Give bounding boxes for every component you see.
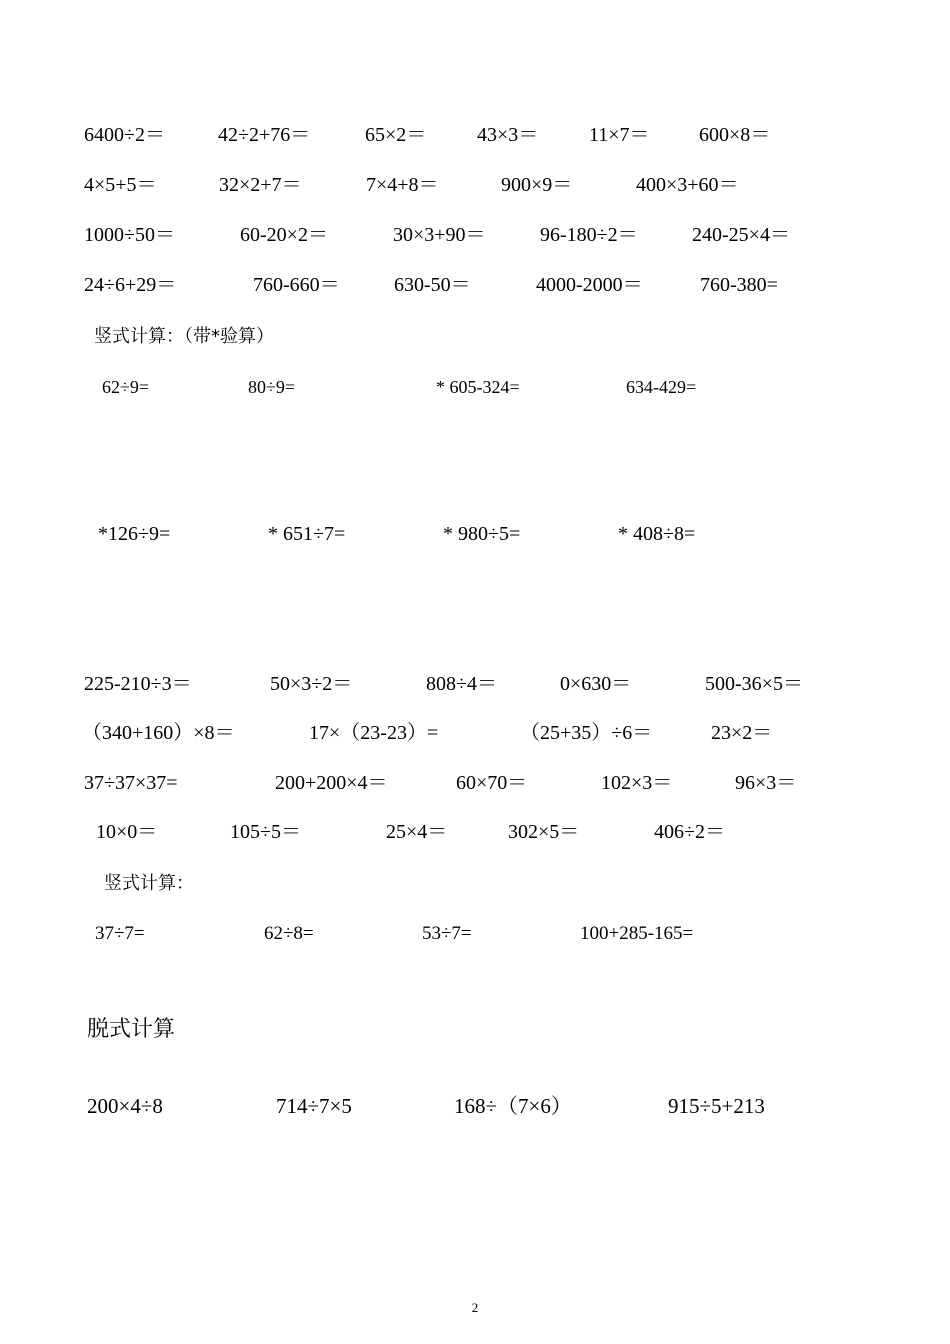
oral-row-6 [0, 718, 950, 748]
problem: 80÷9= [248, 377, 296, 397]
problem: * 980÷5= [443, 523, 521, 545]
problem: 6400÷2＝ [84, 124, 165, 146]
page-number: 2 [471, 1300, 479, 1315]
problem: 60×70＝ [456, 772, 528, 794]
problem: * 605-324= [436, 377, 520, 397]
problem: *126÷9= [98, 523, 171, 545]
problem: 406÷2＝ [654, 821, 725, 843]
problem: （340+160）×8＝ [82, 722, 235, 744]
problem: 0×630＝ [560, 673, 632, 695]
problem: 96×3＝ [735, 772, 797, 794]
problem: 714÷7×5 [276, 1094, 352, 1118]
problem: 10×0＝ [96, 821, 158, 843]
vertical-row-3 [0, 919, 950, 949]
oral-row-5 [0, 669, 950, 699]
problem: 37÷7= [95, 923, 145, 944]
problem: 600×8＝ [699, 124, 771, 146]
section-heading-vertical-2: 竖式计算： [104, 873, 194, 894]
problem: 808÷4＝ [426, 673, 497, 695]
problem: 53÷7= [422, 923, 472, 944]
problem: 62÷9= [102, 377, 150, 397]
problem: 100+285-165= [580, 923, 694, 944]
problem: * 651÷7= [268, 523, 346, 545]
problem: 200+200×4＝ [275, 772, 388, 794]
problem: 7×4+8＝ [366, 174, 439, 196]
section-heading-stepwise: 脱式计算 [87, 1017, 176, 1042]
problem: （25+35）÷6＝ [520, 722, 653, 744]
problem: 37÷37×37= [84, 772, 178, 794]
oral-row-3 [0, 220, 950, 250]
problem: 760-380= [700, 274, 778, 296]
vertical-row-2 [0, 519, 950, 549]
problem: 634-429= [626, 377, 697, 397]
stepwise-row [0, 1091, 950, 1121]
problem: 1000÷50＝ [84, 224, 175, 246]
problem: 42÷2+76＝ [218, 124, 311, 146]
problem: 760-660＝ [253, 274, 340, 296]
problem: 900×9＝ [501, 174, 573, 196]
problem: 17×（23-23）= [309, 722, 439, 744]
problem: 30×3+90＝ [393, 224, 486, 246]
problem: 43×3＝ [477, 124, 539, 146]
problem: 105÷5＝ [230, 821, 301, 843]
problem: 4000-2000＝ [536, 274, 643, 296]
problem: 24÷6+29＝ [84, 274, 177, 296]
problem: 25×4＝ [386, 821, 448, 843]
problem: 32×2+7＝ [219, 174, 302, 196]
oral-row-2 [0, 170, 950, 200]
oral-row-8 [0, 817, 950, 847]
problem: 240-25×4＝ [692, 224, 790, 246]
problem: 915÷5+213 [668, 1094, 765, 1118]
problem: 500-36×5＝ [705, 673, 803, 695]
problem: 50×3÷2＝ [270, 673, 353, 695]
oral-row-7 [0, 768, 950, 798]
vertical-row-1 [0, 372, 950, 402]
problem: 168÷（7×6） [454, 1094, 572, 1118]
problem: 4×5+5＝ [84, 174, 157, 196]
problem: 65×2＝ [365, 124, 427, 146]
oral-row-4 [0, 270, 950, 300]
problem: 400×3+60＝ [636, 174, 739, 196]
problem: 96-180÷2＝ [540, 224, 638, 246]
problem: 23×2＝ [711, 722, 773, 744]
problem: 62÷8= [264, 923, 314, 944]
oral-row-1 [0, 120, 950, 150]
problem: * 408÷8= [618, 523, 696, 545]
problem: 630-50＝ [394, 274, 471, 296]
problem: 102×3＝ [601, 772, 673, 794]
problem: 60-20×2＝ [240, 224, 328, 246]
problem: 11×7＝ [589, 124, 650, 146]
problem: 302×5＝ [508, 821, 580, 843]
section-heading-vertical: 竖式计算：（带*验算） [94, 326, 274, 347]
problem: 200×4÷8 [87, 1094, 163, 1118]
problem: 225-210÷3＝ [84, 673, 192, 695]
